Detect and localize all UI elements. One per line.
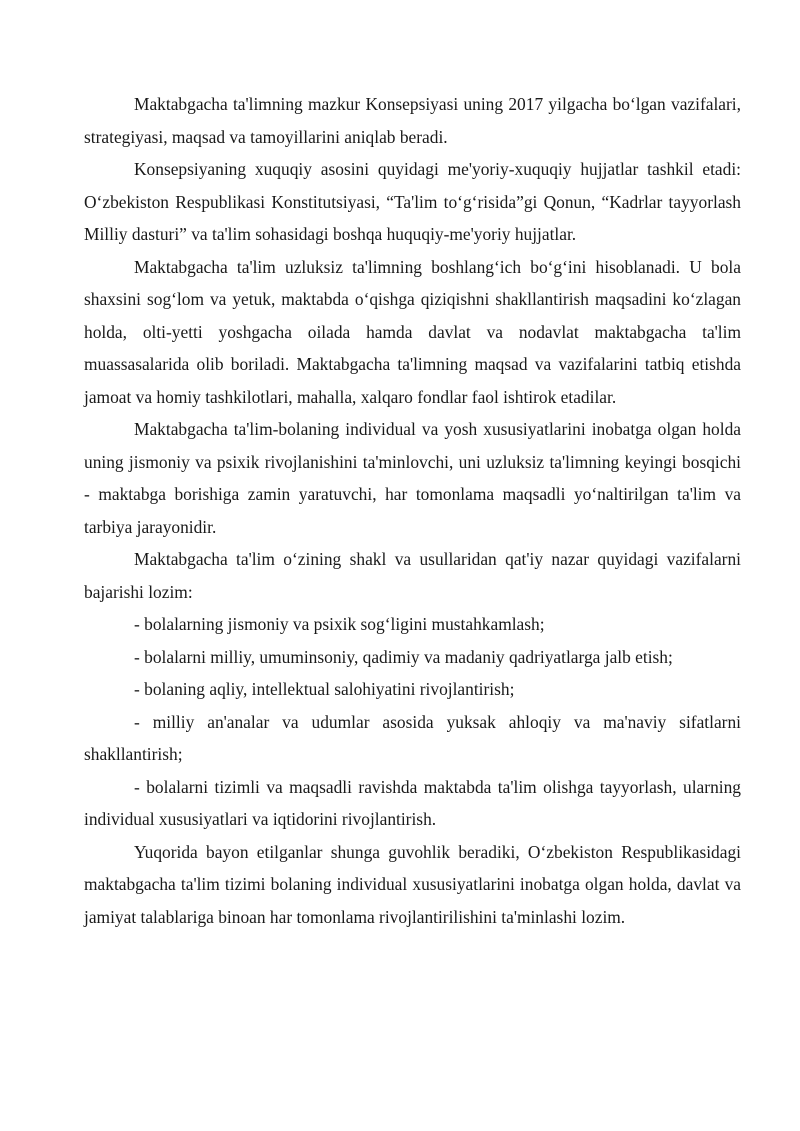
paragraph-conclusion: Yuqorida bayon etilganlar shunga guvohlik beradiki, O‘zbekiston Respublikasidagi maktabgacha ta'lim tizimi bolaning individual xususiyatlarini inobatga olgan holda, davlat va jamiyat talablariga binoan har tomonlama rivojlantirilishini ta'minlashi lozim. — [84, 841, 741, 927]
list-item-health: - bolalarning jismoniy va psixik sog‘ligini mustahkamlash; — [134, 614, 545, 634]
paragraph-concept-scope: Maktabgacha ta'limning mazkur Konsepsiyasi uning 2017 yilgacha bo‘lgan vazifalari, strategiyasi, maqsad va tamoyillarini aniqlab beradi. — [84, 94, 741, 147]
list-item-morality: - milliy an'analar va udumlar asosida yuksak ahloqiy va ma'naviy sifatlarni shakllantirish; — [84, 711, 741, 764]
paragraph-tasks-intro: Maktabgacha ta'lim o‘zining shakl va usullaridan qat'iy nazar quyidagi vazifalarni bajarishi lozim: — [84, 549, 741, 602]
document-page — [84, 88, 741, 933]
list-item-intellect: - bolaning aqliy, intellektual salohiyatini rivojlantirish; — [134, 679, 515, 699]
paragraph-definition: Maktabgacha ta'lim-bolaning individual va yosh xususiyatlarini inobatga olgan holda uning jismoniy va psixik rivojlanishini ta'minlovchi, uni uzluksiz ta'limning keyingi bosqichi - maktabga borishiga zamin yaratuvchi, har tomonlama maqsadli yo‘naltirilgan ta'lim va tarbiya jarayonidir. — [84, 419, 741, 537]
paragraph-initial-link: Maktabgacha ta'lim uzluksiz ta'limning boshlang‘ich bo‘g‘ini hisoblanadi. U bola shaxsini sog‘lom va yetuk, maktabda o‘qishga qiziqishni shakllantirish maqsadini ko‘zlagan holda, olti-yetti yoshgacha oilada hamda davlat va nodavlat maktabgacha ta'lim muassasalarida olib boriladi. Maktabgacha ta'limning maqsad va vazifalarini tatbiq etishda jamoat va homiy tashkilotlari, mahalla, xalqaro fondlar faol ishtirok etadilar. — [84, 256, 741, 407]
list-item-school-prep: - bolalarni tizimli va maqsadli ravishda maktabda ta'lim olishga tayyorlash, ularning individual xususiyatlari va iqtidorini rivojlantirish. — [84, 776, 741, 829]
paragraph-legal-basis: Konsepsiyaning xuquqiy asosini quyidagi me'yoriy-xuquqiy hujjatlar tashkil etadi: O‘zbekiston Respublikasi Konstitutsiyasi, “Ta'lim to‘g‘risida”gi Qonun, “Kadrlar tayyorlash Milliy dasturi” va ta'lim sohasidagi boshqa huquqiy-me'yoriy hujjatlar. — [84, 159, 741, 244]
list-item-values: - bolalarni milliy, umuminsoniy, qadimiy va madaniy qadriyatlarga jalb etish; — [134, 646, 673, 667]
